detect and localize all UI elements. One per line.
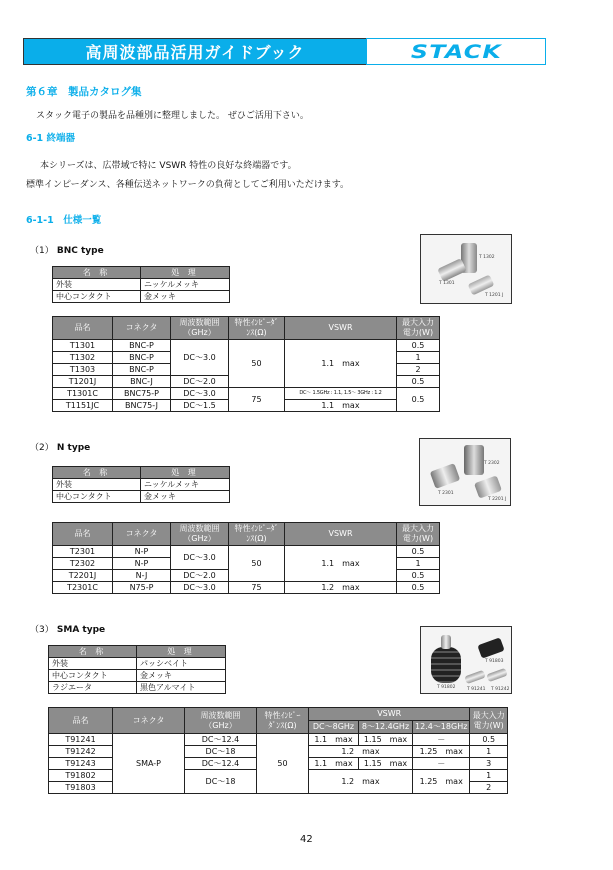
cell: 1.15 max	[359, 734, 413, 746]
cell: N-J	[113, 570, 171, 582]
cell: DC～18	[185, 746, 257, 758]
cell: DC～2.0	[171, 570, 229, 582]
col-part-name: 品名	[53, 317, 113, 340]
col-vswr: VSWR	[309, 708, 470, 721]
cell: T2201J	[53, 570, 113, 582]
photo-label: T 1302	[479, 255, 495, 260]
sma-title: SMA type	[56, 625, 106, 635]
cell: 1.15 max	[359, 758, 413, 770]
bnc-spec-table	[52, 316, 440, 412]
table-row	[53, 388, 440, 400]
cell: BNC-P	[113, 352, 171, 364]
cell: －	[413, 758, 470, 770]
cell: 金メッキ	[137, 670, 226, 682]
cell: 中心コンタクト	[53, 491, 141, 503]
col-max-power	[470, 708, 508, 734]
cell: T2301	[53, 546, 113, 558]
cell: 金メッキ	[141, 291, 230, 303]
cell: 外装	[53, 279, 141, 291]
col-max-power	[397, 317, 440, 340]
col-frequency	[185, 708, 257, 734]
n-product-photo	[419, 438, 511, 506]
cell: パッシベイト	[137, 658, 226, 670]
bnc-materials-table	[52, 266, 230, 303]
n-heading	[30, 440, 90, 453]
label: ﾝｽ(Ω)	[246, 328, 267, 337]
col-connector: コネクタ	[113, 708, 185, 734]
cell: T91242	[49, 746, 113, 758]
label: 最大入力	[472, 710, 505, 720]
col-impedance	[229, 317, 285, 340]
cell: BNC-P	[113, 340, 171, 352]
cell: ラジエータ	[49, 682, 137, 694]
sma-num: （3）	[30, 625, 54, 635]
n-spec-table	[52, 522, 440, 594]
page-number: 42	[300, 834, 313, 845]
cell: T2301C	[53, 582, 113, 594]
cell: 75	[229, 582, 285, 594]
cell: N-P	[113, 558, 171, 570]
col-name: 名 称	[49, 646, 137, 658]
col-connector: コネクタ	[113, 523, 171, 546]
col-connector: コネクタ	[113, 317, 171, 340]
cell: 1.25 max	[413, 746, 470, 758]
col-frequency	[171, 317, 229, 340]
cell: T91243	[49, 758, 113, 770]
cell: 1.25 max	[413, 770, 470, 794]
col-vswr-12-18: 12.4～18GHz	[413, 721, 470, 734]
table-row	[53, 291, 230, 303]
col-treatment: 処 理	[137, 646, 226, 658]
table-row	[53, 279, 230, 291]
table-row	[53, 546, 440, 558]
cell: 0.5	[397, 570, 440, 582]
label: （GHz）	[183, 534, 216, 543]
sma-spec-table	[48, 707, 508, 794]
cell: T91802	[49, 770, 113, 782]
cell: 0.5	[397, 340, 440, 352]
col-frequency	[171, 523, 229, 546]
cell: DC～1.5	[171, 400, 229, 412]
cell: ニッケルメッキ	[141, 479, 230, 491]
col-vswr-dc-8: DC～8GHz	[309, 721, 359, 734]
col-impedance	[229, 523, 285, 546]
col-name: 名 称	[53, 267, 141, 279]
sma-materials-table	[48, 645, 226, 694]
col-treatment: 処 理	[141, 467, 230, 479]
cell: 1.1 max	[285, 546, 397, 582]
cell: 外装	[53, 479, 141, 491]
cell: BNC-J	[113, 376, 171, 388]
sma-heading	[30, 622, 105, 635]
cell: BNC75-J	[113, 400, 171, 412]
photo-label: T 91802	[437, 685, 456, 690]
label: 最大入力	[402, 524, 434, 533]
cell: T1301	[53, 340, 113, 352]
photo-label: T 91242	[491, 687, 510, 692]
cell: 外装	[49, 658, 137, 670]
cell: T1201J	[53, 376, 113, 388]
n-num: （2）	[30, 443, 54, 453]
cell: 1.2 max	[309, 746, 413, 758]
cell: BNC75-P	[113, 388, 171, 400]
bnc-heading	[30, 243, 104, 256]
cell: 50	[229, 546, 285, 582]
cell: DC～12.4	[185, 734, 257, 746]
cell: 1.1 max	[309, 758, 359, 770]
cell: 1.1 max	[285, 400, 397, 412]
section-heading: 6-1 終端器	[26, 133, 75, 144]
cell: －	[413, 734, 470, 746]
bnc-title: BNC type	[56, 246, 104, 256]
cell: 75	[229, 388, 285, 412]
page-header	[23, 38, 546, 65]
cell: BNC-P	[113, 364, 171, 376]
chapter-intro: スタック電子の製品を品種別に整理しました。 ぜひご活用下さい。	[36, 111, 309, 121]
table-row	[49, 670, 226, 682]
cell: 1.1 max	[285, 340, 397, 388]
cell: DC～ 1.5GHz : 1.1, 1.5～ 3GHz : 1.2	[285, 388, 397, 400]
table-row	[53, 479, 230, 491]
bnc-product-photo	[420, 234, 512, 304]
photo-label: T 2302	[484, 461, 500, 466]
n-title: N type	[56, 443, 91, 453]
cell: 0.5	[397, 376, 440, 388]
label: 周波数範囲	[200, 710, 241, 720]
n-materials-table	[52, 466, 230, 503]
col-vswr: VSWR	[285, 317, 397, 340]
label: 電力(W)	[402, 328, 434, 337]
cell: DC～2.0	[171, 376, 229, 388]
photo-label: T 2301	[438, 491, 454, 496]
label: 電力(W)	[402, 534, 434, 543]
cell: 2	[470, 782, 508, 794]
section-desc-1: 本シリーズは、広帯域で特に VSWR 特性の良好な終端器です。	[40, 161, 297, 171]
label: 特性ｲﾝﾋﾟｰﾀﾞ	[234, 318, 279, 327]
col-max-power	[397, 523, 440, 546]
cell: 50	[229, 340, 285, 388]
cell: T1151JC	[53, 400, 113, 412]
cell: 0.5	[397, 388, 440, 412]
label: 周波数範囲	[179, 318, 220, 327]
table-row	[49, 658, 226, 670]
label: 最大入力	[402, 318, 434, 327]
col-treatment: 処 理	[141, 267, 230, 279]
cell: 0.5	[397, 582, 440, 594]
stack-logo	[366, 38, 546, 65]
cell: 2	[397, 364, 440, 376]
label: ﾝｽ(Ω)	[246, 534, 267, 543]
cell: 1	[470, 770, 508, 782]
photo-label: T 1301	[439, 281, 455, 286]
label: （GHz）	[204, 720, 237, 730]
label: 特性ｲﾝﾋﾟｰﾀﾞ	[234, 524, 279, 533]
cell: T1301C	[53, 388, 113, 400]
table-row	[53, 491, 230, 503]
cell: T91803	[49, 782, 113, 794]
cell: T91241	[49, 734, 113, 746]
col-part-name: 品名	[53, 523, 113, 546]
col-impedance	[257, 708, 309, 734]
cell: 黒色アルマイト	[137, 682, 226, 694]
cell: N75-P	[113, 582, 171, 594]
cell: 1.2 max	[309, 770, 413, 794]
cell: 0.5	[397, 546, 440, 558]
bnc-num: （1）	[30, 246, 54, 256]
table-row	[49, 682, 226, 694]
col-vswr: VSWR	[285, 523, 397, 546]
cell: 中心コンタクト	[49, 670, 137, 682]
col-vswr-8-12: 8～12.4GHz	[359, 721, 413, 734]
cell: T2302	[53, 558, 113, 570]
label: 電力(W)	[473, 720, 504, 730]
cell: DC～3.0	[171, 582, 229, 594]
col-part-name: 品名	[49, 708, 113, 734]
cell: 0.5	[470, 734, 508, 746]
cell: DC～3.0	[171, 546, 229, 570]
sma-product-photo	[420, 626, 512, 694]
cell: N-P	[113, 546, 171, 558]
label: ﾀﾞﾝｽ(Ω)	[268, 720, 297, 730]
logo-text: STACK	[410, 40, 502, 63]
cell: 1	[470, 746, 508, 758]
cell: DC～12.4	[185, 758, 257, 770]
col-name: 名 称	[53, 467, 141, 479]
cell: 1.2 max	[285, 582, 397, 594]
label: （GHz）	[183, 328, 216, 337]
photo-label: T 1201 J	[485, 293, 504, 298]
table-row	[53, 340, 440, 352]
subsection-heading: 6-1-1 仕様一覧	[26, 215, 102, 226]
cell: 1	[397, 352, 440, 364]
photo-label: T 91803	[485, 659, 504, 664]
photo-label: T 91241	[467, 687, 486, 692]
guidebook-title: 高周波部品活用ガイドブック	[23, 38, 366, 65]
chapter-heading: 第６章 製品カタログ集	[26, 86, 142, 98]
cell: T1302	[53, 352, 113, 364]
label: 特性ｲﾝﾋﾟｰ	[264, 710, 301, 720]
cell: DC～3.0	[171, 340, 229, 376]
label: 周波数範囲	[179, 524, 220, 533]
cell: 1	[397, 558, 440, 570]
cell: 金メッキ	[141, 491, 230, 503]
cell: DC～3.0	[171, 388, 229, 400]
cell: 1.1 max	[309, 734, 359, 746]
table-row	[53, 582, 440, 594]
photo-label: T 2201 J	[488, 497, 507, 502]
cell: DC～18	[185, 770, 257, 794]
cell: SMA-P	[113, 734, 185, 794]
cell: 50	[257, 734, 309, 794]
section-desc-2: 標準インピーダンス、各種伝送ネットワークの負荷としてご利用いただけます。	[26, 180, 350, 190]
cell: 3	[470, 758, 508, 770]
cell: T1303	[53, 364, 113, 376]
table-row	[49, 734, 508, 746]
cell: 中心コンタクト	[53, 291, 141, 303]
cell: ニッケルメッキ	[141, 279, 230, 291]
